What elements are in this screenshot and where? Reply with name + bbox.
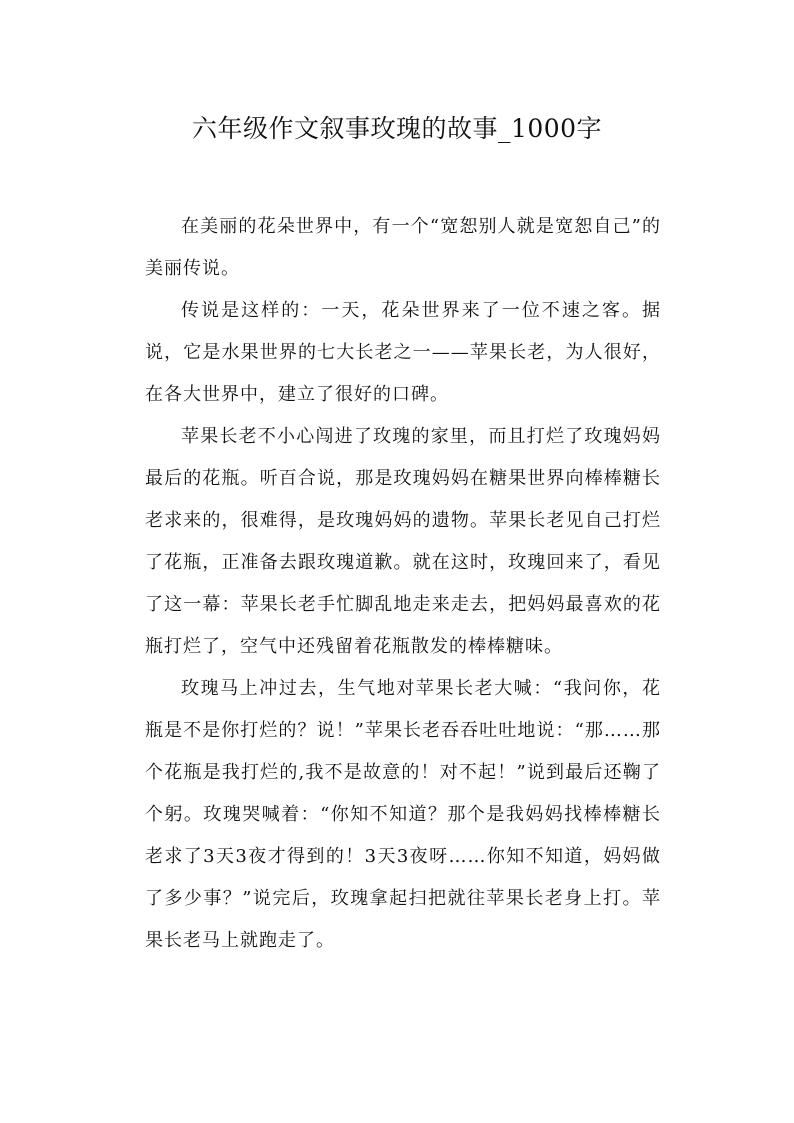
paragraph-4: 玫瑰马上冲过去，生气地对苹果长老大喊：“我问你，花瓶是不是你打烂的？说！”苹果长老吞吞吐吐地说：“那……那个花瓶是我打烂的,我不是故意的！对不起！”说到最后还鞠了个躬。玫瑰哭喊着：“你知不知道？那个是我妈妈找棒棒糖长老求了3天3夜才得到的！3天3夜呀……你知不知道，妈妈做了多少事？”说完后，玫瑰拿起扫把就往苹果长老身上打。苹果长老马上就跑走了。	[145, 678, 661, 951]
paragraph-3: 苹果长老不小心闯进了玫瑰的家里，而且打烂了玫瑰妈妈最后的花瓶。听百合说，那是玫瑰妈妈在糖果世界向棒棒糖长老求来的，很难得，是玫瑰妈妈的遗物。苹果长老见自己打烂了花瓶，正准备去跟玫瑰道歉。就在这时，玫瑰回来了，看见了这一幕：苹果长老手忙脚乱地走来走去，把妈妈最喜欢的花瓶打烂了，空气中还残留着花瓶散发的棒棒糖味。	[145, 426, 661, 657]
document-body	[145, 206, 661, 962]
paragraph-2: 传说是这样的：一天，花朵世界来了一位不速之客。据说，它是水果世界的七大长老之一——苹果长老，为人很好，在各大世界中，建立了很好的口碑。	[145, 300, 661, 405]
document-title: 六年级作文叙事玫瑰的故事_1000字	[191, 114, 603, 143]
paragraph-1: 在美丽的花朵世界中，有一个“宽恕别人就是宽恕自己”的美丽传说。	[145, 216, 661, 279]
